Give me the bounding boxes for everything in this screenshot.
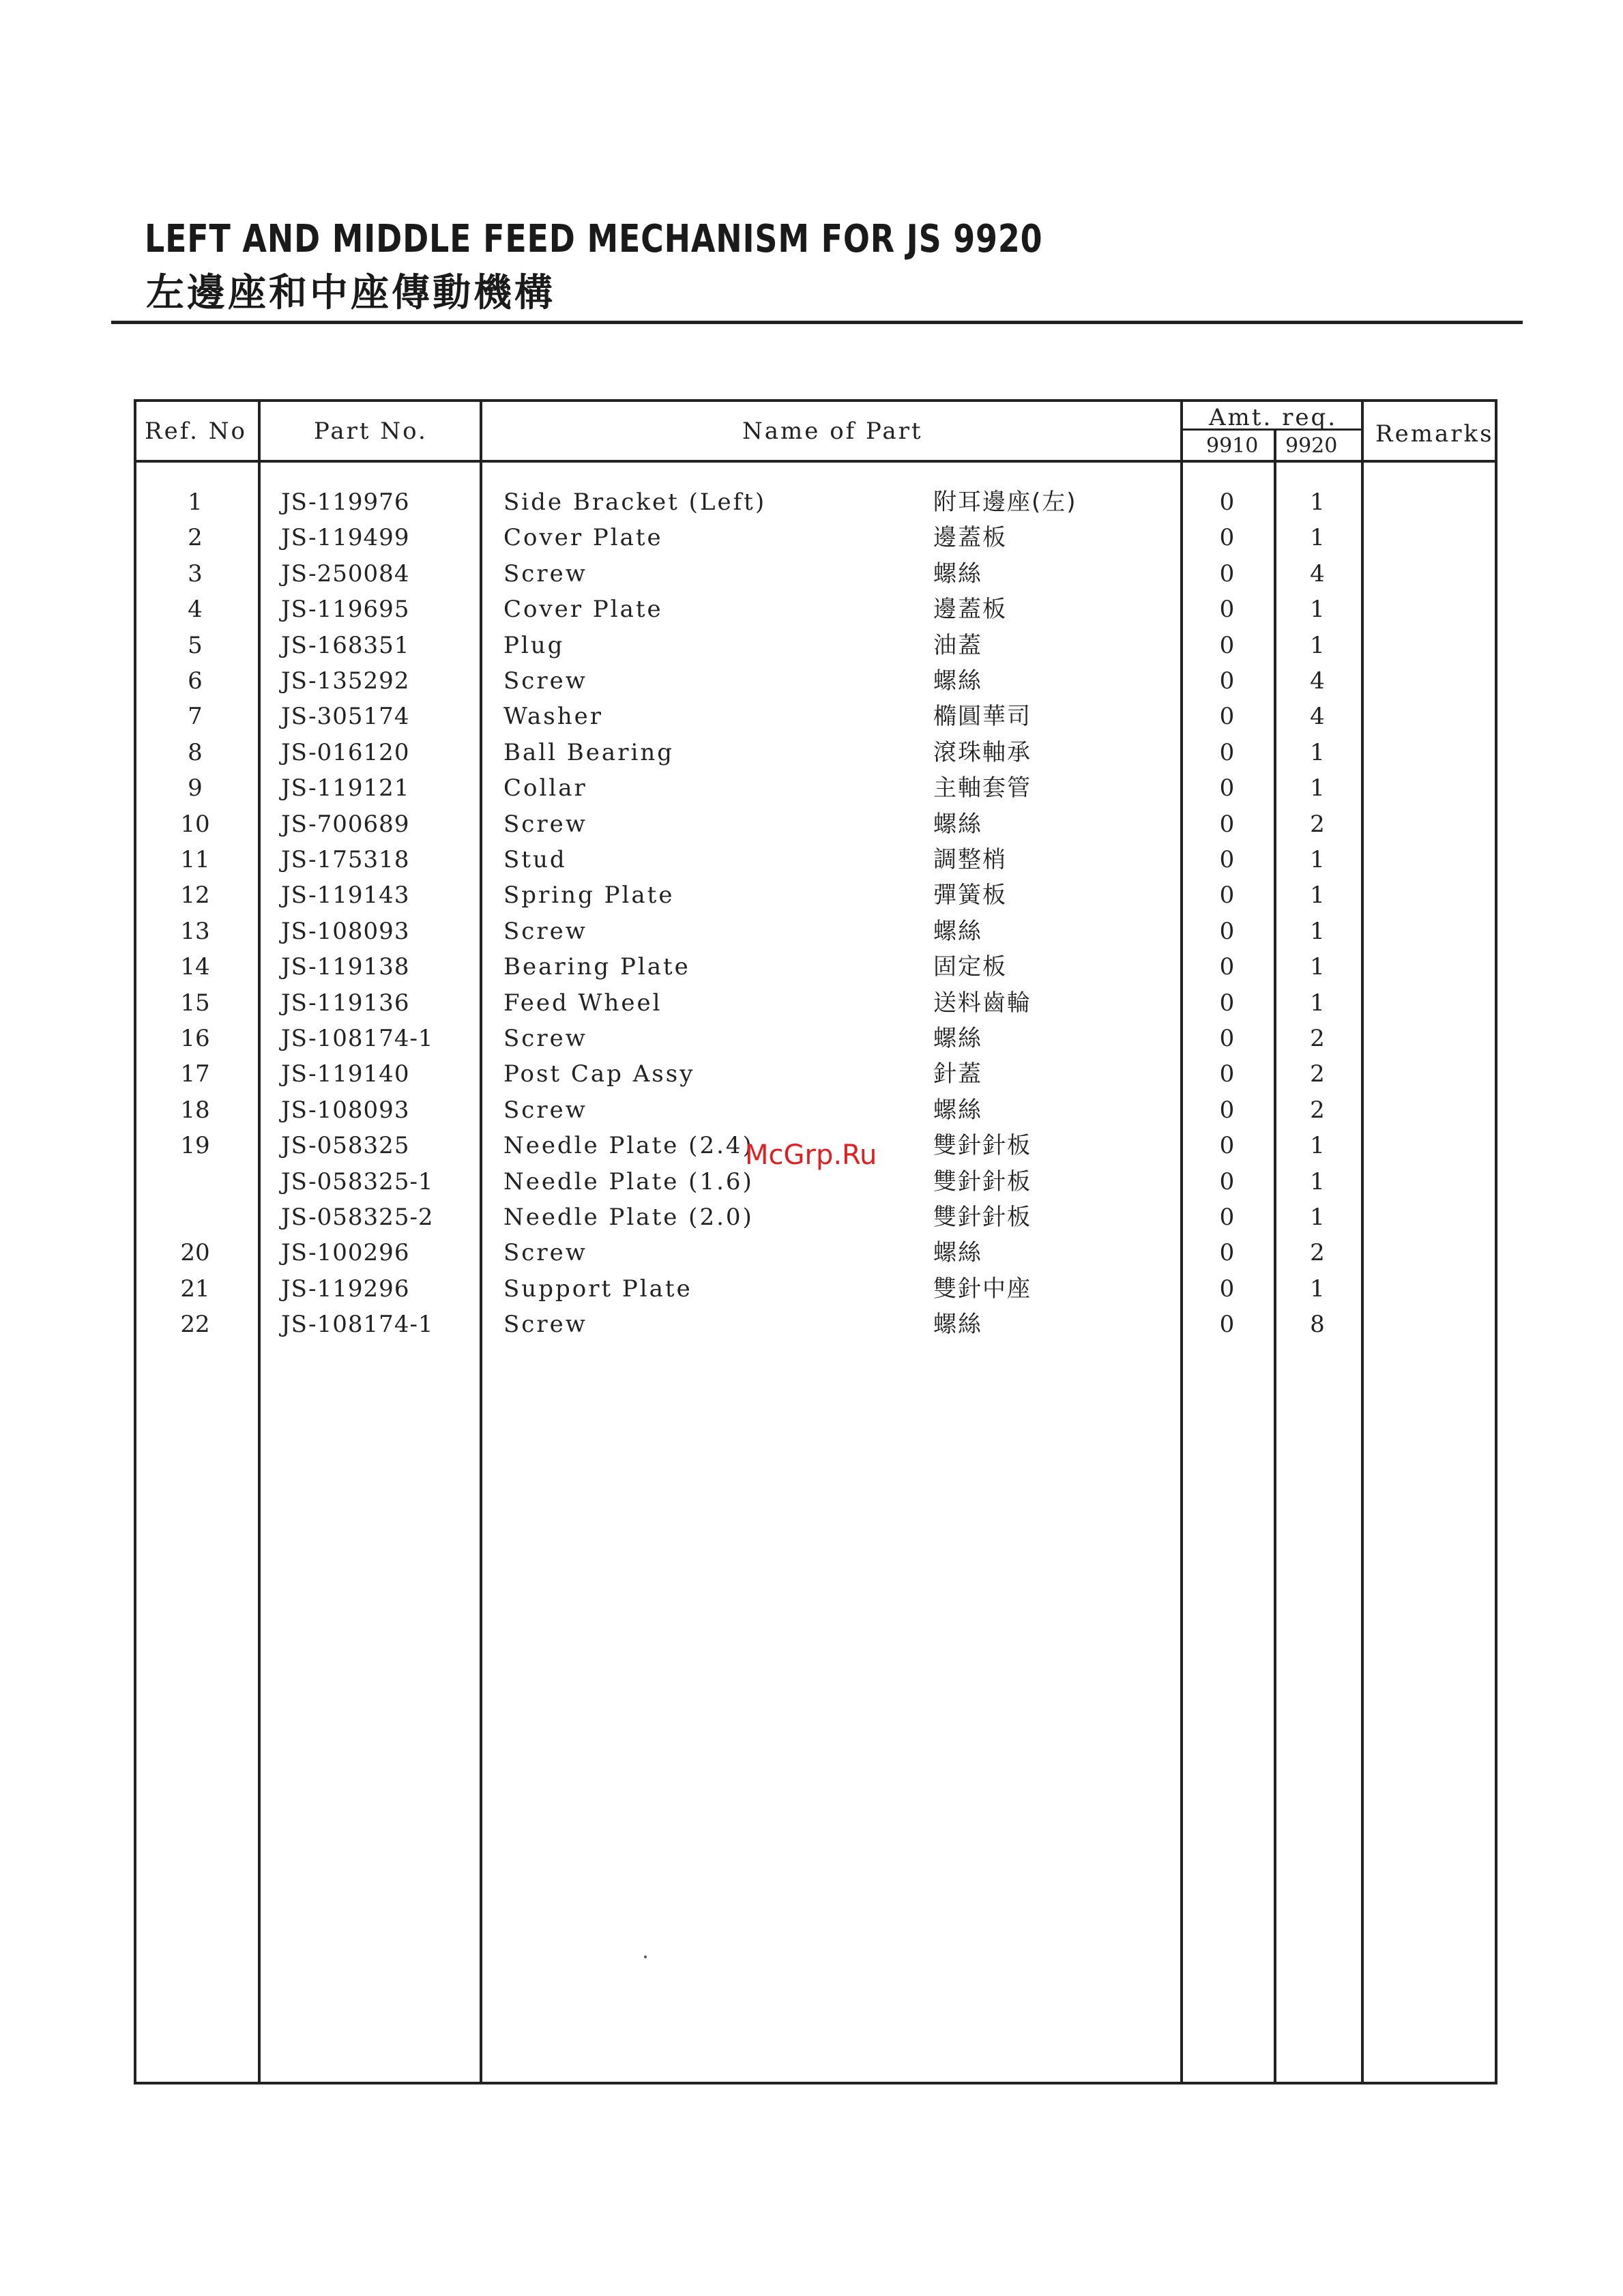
qty-9910-cell: 0 — [1219, 524, 1235, 552]
qty-9920-cell: 1 — [1310, 596, 1325, 624]
header-remarks: Remarks — [1375, 420, 1494, 448]
qty-9910-cell: 0 — [1219, 953, 1235, 981]
ref-no-cell: 3 — [188, 560, 203, 587]
part-no-cell: JS-119296 — [281, 1275, 410, 1303]
qty-9920-cell: 1 — [1310, 774, 1325, 802]
table-row — [0, 842, 1623, 877]
part-name-cell: Screw — [503, 810, 587, 838]
qty-9920-cell: 1 — [1310, 917, 1325, 945]
part-name-chinese-cell: 送料齒輪 — [933, 989, 1032, 1017]
part-name-chinese-cell: 彈簧板 — [933, 882, 1007, 910]
part-name-cell: Bearing Plate — [503, 953, 690, 981]
part-no-cell: JS-058325-2 — [281, 1204, 434, 1231]
part-name-cell: Screw — [503, 560, 587, 587]
part-no-cell: JS-119499 — [281, 524, 410, 552]
table-row — [0, 770, 1623, 806]
ref-no-cell: 22 — [180, 1311, 210, 1339]
part-no-cell: JS-119121 — [281, 774, 410, 802]
qty-9920-cell: 8 — [1310, 1311, 1325, 1339]
qty-9910-cell: 0 — [1219, 1025, 1235, 1052]
part-name-cell: Stud — [503, 846, 567, 873]
part-no-cell: JS-058325-1 — [281, 1167, 434, 1195]
qty-9910-cell: 0 — [1219, 489, 1235, 516]
qty-9910-cell: 0 — [1219, 738, 1235, 766]
table-row — [0, 699, 1623, 734]
ref-no-cell: 18 — [180, 1096, 210, 1124]
ref-no-cell: 16 — [180, 1025, 210, 1052]
header-amt-9910: 9910 — [1206, 434, 1259, 458]
part-name-chinese-cell: 螺絲 — [933, 917, 982, 945]
header-divider — [134, 460, 1497, 463]
part-name-chinese-cell: 雙針針板 — [933, 1204, 1032, 1231]
table-row — [0, 1021, 1623, 1056]
qty-9920-cell: 2 — [1310, 1096, 1325, 1124]
qty-9920-cell: 1 — [1310, 882, 1325, 910]
ref-no-cell: 8 — [188, 738, 203, 766]
part-name-chinese-cell: 雙針針板 — [933, 1132, 1032, 1160]
ref-no-cell: 9 — [188, 774, 203, 802]
part-no-cell: JS-119140 — [281, 1060, 410, 1088]
qty-9920-cell: 1 — [1310, 953, 1325, 981]
table-row — [0, 520, 1623, 555]
qty-9920-cell: 1 — [1310, 1275, 1325, 1303]
table-row — [0, 949, 1623, 985]
qty-9910-cell: 0 — [1219, 596, 1235, 624]
qty-9910-cell: 0 — [1219, 989, 1235, 1017]
qty-9920-cell: 1 — [1310, 1167, 1325, 1195]
ref-no-cell: 5 — [188, 631, 203, 659]
part-name-cell: Screw — [503, 1025, 587, 1052]
qty-9920-cell: 2 — [1310, 810, 1325, 838]
part-name-chinese-cell: 主軸套管 — [933, 774, 1032, 802]
qty-9910-cell: 0 — [1219, 1096, 1235, 1124]
table-row — [0, 735, 1623, 770]
part-name-chinese-cell: 螺絲 — [933, 810, 982, 838]
table-row — [0, 1235, 1623, 1270]
part-name-cell: Screw — [503, 667, 587, 695]
qty-9910-cell: 0 — [1219, 882, 1235, 910]
part-no-cell: JS-108093 — [281, 917, 410, 945]
header-part-no: Part No. — [314, 418, 428, 445]
ref-no-cell: 4 — [188, 596, 203, 624]
part-name-chinese-cell: 邊蓋板 — [933, 524, 1007, 552]
ref-no-cell: 10 — [180, 810, 210, 838]
part-name-cell: Screw — [503, 1311, 587, 1339]
scan-speck — [644, 1956, 647, 1958]
part-name-cell: Screw — [503, 1239, 587, 1267]
ref-no-cell: 17 — [180, 1060, 210, 1088]
qty-9910-cell: 0 — [1219, 1167, 1235, 1195]
part-name-cell: Spring Plate — [503, 882, 675, 910]
ref-no-cell: 1 — [188, 489, 203, 516]
part-name-chinese-cell: 附耳邊座(左) — [933, 489, 1077, 516]
table-row — [0, 1200, 1623, 1235]
qty-9910-cell: 0 — [1219, 560, 1235, 587]
part-name-cell: Plug — [503, 631, 565, 659]
part-no-cell: JS-119976 — [281, 489, 410, 516]
qty-9920-cell: 2 — [1310, 1060, 1325, 1088]
part-name-cell: Support Plate — [503, 1275, 692, 1303]
ref-no-cell: 12 — [180, 882, 210, 910]
table-row — [0, 1056, 1623, 1092]
part-name-chinese-cell: 螺絲 — [933, 667, 982, 695]
page-title-chinese: 左邊座和中座傳動機構 — [146, 271, 555, 315]
qty-9910-cell: 0 — [1219, 774, 1235, 802]
title-underline — [111, 321, 1523, 324]
qty-9910-cell: 0 — [1219, 846, 1235, 873]
ref-no-cell: 19 — [180, 1132, 210, 1160]
qty-9920-cell: 4 — [1310, 560, 1325, 587]
part-name-chinese-cell: 油蓋 — [933, 631, 982, 659]
watermark: McGrp.Ru — [745, 1139, 877, 1171]
part-name-chinese-cell: 螺絲 — [933, 1239, 982, 1267]
part-no-cell: JS-700689 — [281, 810, 410, 838]
part-name-chinese-cell: 固定板 — [933, 953, 1007, 981]
ref-no-cell: 21 — [180, 1275, 210, 1303]
qty-9920-cell: 1 — [1310, 631, 1325, 659]
qty-9910-cell: 0 — [1219, 810, 1235, 838]
qty-9910-cell: 0 — [1219, 1204, 1235, 1231]
qty-9910-cell: 0 — [1219, 703, 1235, 731]
part-no-cell: JS-175318 — [281, 846, 410, 873]
table-row — [0, 985, 1623, 1021]
part-name-cell: Washer — [503, 703, 603, 731]
qty-9910-cell: 0 — [1219, 917, 1235, 945]
part-name-cell: Cover Plate — [503, 524, 663, 552]
part-no-cell: JS-100296 — [281, 1239, 410, 1267]
part-name-cell: Ball Bearing — [503, 738, 674, 766]
qty-9910-cell: 0 — [1219, 631, 1235, 659]
part-no-cell: JS-108174-1 — [281, 1311, 434, 1339]
header-amt-req: Amt. req. — [1209, 404, 1338, 431]
part-name-chinese-cell: 螺絲 — [933, 560, 982, 587]
qty-9920-cell: 4 — [1310, 703, 1325, 731]
part-name-chinese-cell: 邊蓋板 — [933, 596, 1007, 624]
ref-no-cell: 14 — [180, 953, 210, 981]
qty-9920-cell: 1 — [1310, 989, 1325, 1017]
ref-no-cell: 7 — [188, 703, 203, 731]
part-no-cell: JS-135292 — [281, 667, 410, 695]
qty-9910-cell: 0 — [1219, 1132, 1235, 1160]
part-name-cell: Collar — [503, 774, 587, 802]
table-row — [0, 914, 1623, 949]
header-name-of-part: Name of Part — [742, 418, 923, 445]
part-no-cell: JS-305174 — [281, 703, 410, 731]
ref-no-cell: 13 — [180, 917, 210, 945]
part-no-cell: JS-250084 — [281, 560, 410, 587]
qty-9910-cell: 0 — [1219, 1060, 1235, 1088]
header-amt-9920: 9920 — [1285, 434, 1338, 458]
part-name-cell: Screw — [503, 1096, 587, 1124]
qty-9910-cell: 0 — [1219, 667, 1235, 695]
qty-9920-cell: 1 — [1310, 1132, 1325, 1160]
ref-no-cell: 20 — [180, 1239, 210, 1267]
ref-no-cell: 11 — [180, 846, 210, 873]
part-name-cell: Side Bracket (Left) — [503, 489, 767, 516]
qty-9920-cell: 4 — [1310, 667, 1325, 695]
part-name-chinese-cell: 滾珠軸承 — [933, 738, 1032, 766]
part-name-cell: Needle Plate (1.6) — [503, 1167, 754, 1195]
ref-no-cell: 6 — [188, 667, 203, 695]
part-name-cell: Feed Wheel — [503, 989, 662, 1017]
qty-9920-cell: 1 — [1310, 846, 1325, 873]
ref-no-cell: 15 — [180, 989, 210, 1017]
qty-9920-cell: 2 — [1310, 1239, 1325, 1267]
part-no-cell: JS-119143 — [281, 882, 410, 910]
table-row — [0, 484, 1623, 520]
table-row — [0, 877, 1623, 913]
part-name-chinese-cell: 雙針中座 — [933, 1275, 1032, 1303]
qty-9910-cell: 0 — [1219, 1311, 1235, 1339]
part-name-chinese-cell: 針蓋 — [933, 1060, 982, 1088]
part-no-cell: JS-108093 — [281, 1096, 410, 1124]
part-name-cell: Screw — [503, 917, 587, 945]
part-no-cell: JS-119138 — [281, 953, 410, 981]
ref-no-cell: 2 — [188, 524, 203, 552]
qty-9920-cell: 1 — [1310, 738, 1325, 766]
qty-9920-cell: 1 — [1310, 1204, 1325, 1231]
part-name-chinese-cell: 螺絲 — [933, 1025, 982, 1052]
qty-9910-cell: 0 — [1219, 1239, 1235, 1267]
part-name-cell: Cover Plate — [503, 596, 663, 624]
qty-9920-cell: 1 — [1310, 489, 1325, 516]
qty-9910-cell: 0 — [1219, 1275, 1235, 1303]
part-name-chinese-cell: 調整梢 — [933, 846, 1007, 873]
part-no-cell: JS-168351 — [281, 631, 410, 659]
part-name-cell: Post Cap Assy — [503, 1060, 695, 1088]
part-name-chinese-cell: 螺絲 — [933, 1311, 982, 1339]
header-ref-no: Ref. No — [145, 418, 247, 445]
table-row — [0, 1092, 1623, 1128]
qty-9920-cell: 1 — [1310, 524, 1325, 552]
table-row — [0, 1271, 1623, 1307]
part-no-cell: JS-058325 — [281, 1132, 410, 1160]
part-name-chinese-cell: 橢圓華司 — [933, 703, 1032, 731]
page-title-english: LEFT AND MIDDLE FEED MECHANISM FOR JS 9920 — [145, 217, 1043, 261]
table-row — [0, 592, 1623, 627]
table-row — [0, 806, 1623, 842]
qty-9920-cell: 2 — [1310, 1025, 1325, 1052]
table-row — [0, 1307, 1623, 1342]
table-row — [0, 663, 1623, 699]
part-name-cell: Needle Plate (2.0) — [503, 1204, 754, 1231]
part-no-cell: JS-108174-1 — [281, 1025, 434, 1052]
table-row — [0, 628, 1623, 663]
part-name-cell: Needle Plate (2.4) — [503, 1132, 754, 1160]
part-no-cell: JS-119695 — [281, 596, 410, 624]
part-no-cell: JS-016120 — [281, 738, 410, 766]
part-name-chinese-cell: 螺絲 — [933, 1096, 982, 1124]
table-row — [0, 556, 1623, 592]
part-name-chinese-cell: 雙針針板 — [933, 1167, 1032, 1195]
part-no-cell: JS-119136 — [281, 989, 410, 1017]
